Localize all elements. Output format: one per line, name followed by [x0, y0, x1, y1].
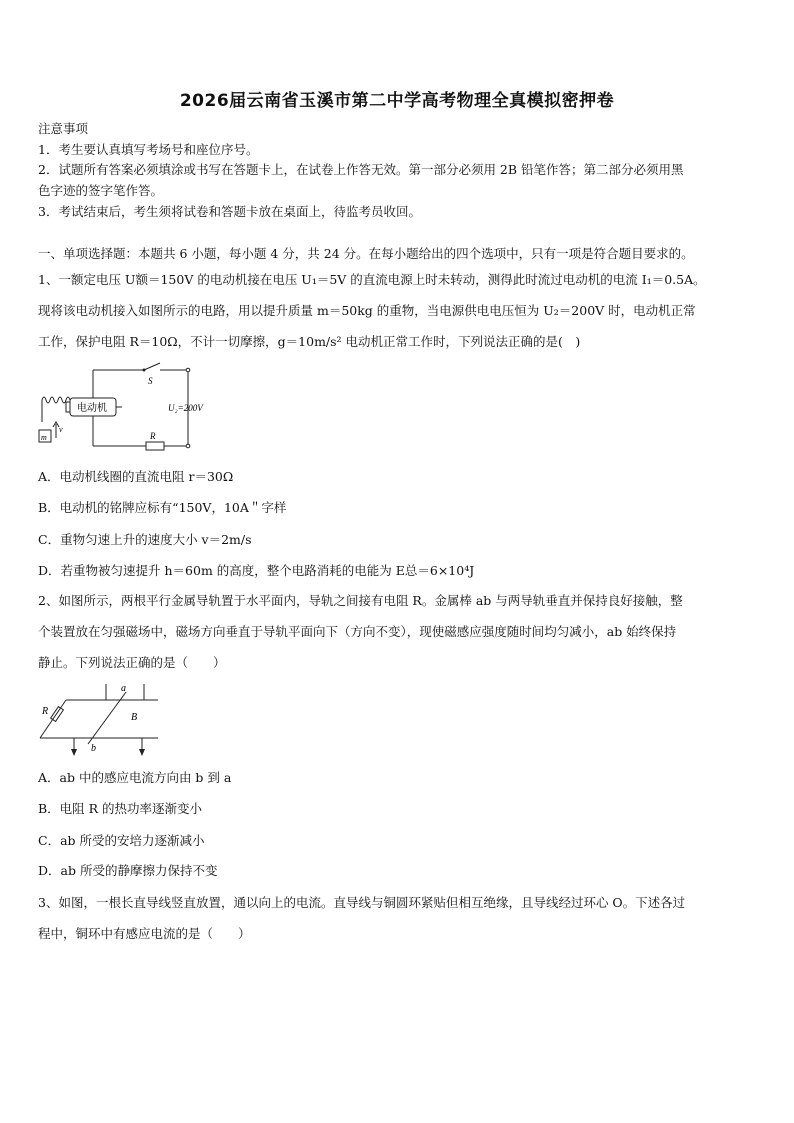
resistor-label: R [150, 431, 156, 441]
motor-label: 电动机 [77, 403, 107, 414]
option-b: B．电阻 R 的热功率逐渐变小 [38, 801, 203, 816]
point-a-label: a [121, 683, 126, 694]
question-1-text: 工作，保护电阻 R＝10Ω，不计一切摩擦，g＝10m/s² 电动机正常工作时，下列说法正确的是( ) [38, 334, 581, 349]
question-1-text: 现将该电动机接入如图所示的电路，用以提升质量 m＝50kg 的重物，当电源供电电压恒为 U₂＝200V 时，电动机正常 [38, 303, 696, 318]
question-1-text: 1、一额定电压 U额＝150V 的电动机接在电压 U₁＝5V 的直流电源上时未转动，测得此时流过电动机的电流 I₁＝0.5A。 [38, 272, 706, 287]
option-c: C．重物匀速上升的速度大小 v＝2m/s [38, 532, 252, 547]
field-b-label: B [131, 712, 138, 723]
option-a: A．电动机线圈的直流电阻 r＝30Ω [38, 469, 234, 484]
notice-heading: 注意事项 [38, 121, 89, 136]
notice-item-continued: 色字迹的签字笔作答。 [38, 183, 164, 198]
question-2-text: 2、如图所示，两根平行金属导轨置于水平面内，导轨之间接有电阻 R。金属棒 ab 与两导轨垂直并保持良好接触，整 [38, 593, 683, 608]
question-3-text: 3、如图，一根长直导线竖直放置，通以向上的电流。直导线与铜圆环紧贴但相互绝缘，且导线经过环心 O。下述各过 [38, 895, 686, 910]
question-2-text: 个装置放在匀强磁场中，磁场方向垂直于导轨平面向下（方向不变），现使磁感应强度随时间均匀减小，ab 始终保持 [38, 624, 677, 639]
switch-label: S [148, 376, 153, 386]
option-a: A．ab 中的感应电流方向由 b 到 a [38, 770, 232, 785]
point-b-label: b [91, 743, 96, 754]
option-c: C．ab 所受的安培力逐渐减小 [38, 833, 205, 848]
page-title: 2026届云南省玉溪市第二中学高考物理全真模拟密押卷 [179, 91, 615, 111]
motor-circuit-diagram [36, 360, 236, 456]
velocity-label: v [59, 425, 63, 434]
mass-label: m [41, 433, 47, 442]
notice-item: 2．试题所有答案必须填涂或书写在答题卡上，在试卷上作答无效。第一部分必须用 2B 铅笔作答；第二部分必须用黑 [38, 162, 684, 177]
option-d: D．若重物被匀速提升 h＝60m 的高度，整个电路消耗的电能为 E总＝6×10⁴J [38, 563, 475, 578]
question-2-text: 静止。下列说法正确的是（ ） [38, 655, 226, 670]
voltage-label: U₂=200V [168, 403, 203, 413]
resistor-label: R [42, 706, 49, 717]
section-heading: 一、单项选择题：本题共 6 小题，每小题 4 分，共 24 分。在每小题给出的四个选项中，只有一项是符合题目要求的。 [38, 246, 694, 261]
rails-rod-diagram [36, 680, 166, 758]
option-b: B．电动机的铭牌应标有“150V，10A＂字样 [38, 500, 287, 515]
question-3-text: 程中，铜环中有感应电流的是（ ） [38, 926, 251, 941]
option-d: D．ab 所受的静摩擦力保持不变 [38, 863, 218, 878]
notice-item: 3．考试结束后，考生须将试卷和答题卡放在桌面上，待监考员收回。 [38, 204, 421, 219]
notice-item: 1．考生要认真填写考场号和座位序号。 [38, 142, 259, 157]
